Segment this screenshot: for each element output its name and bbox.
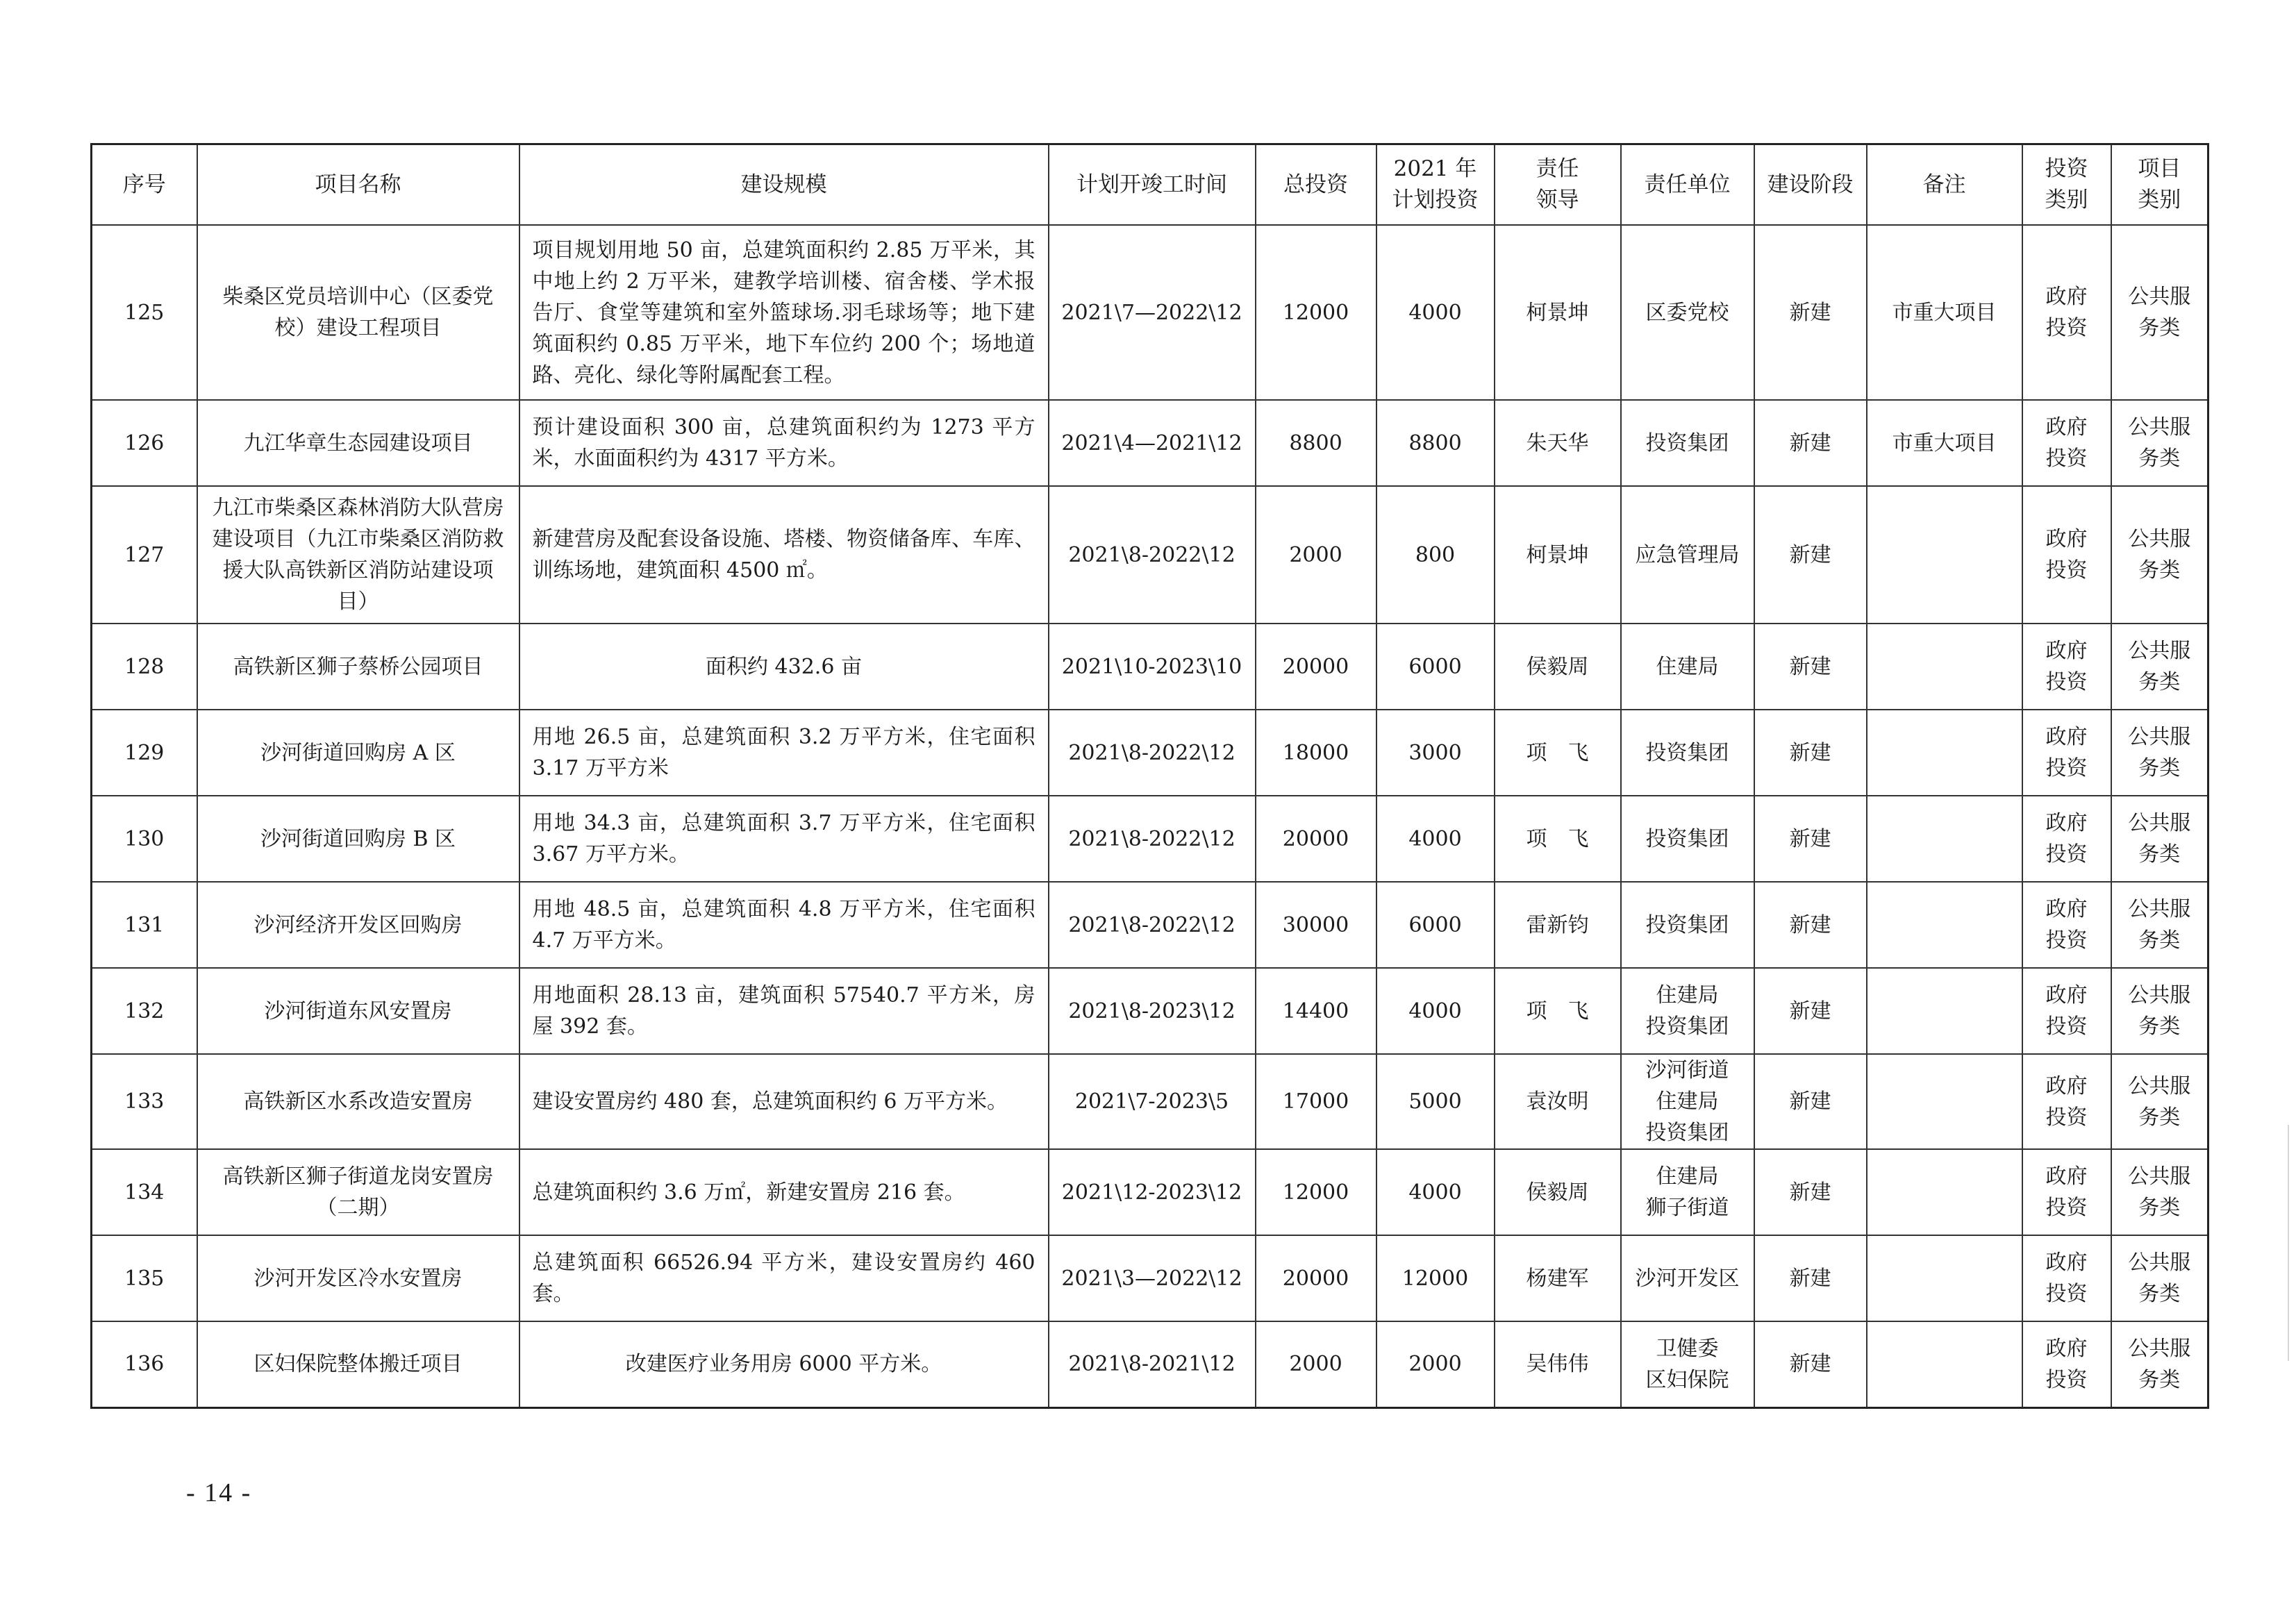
cell-investment-type: 政府 投资 xyxy=(2022,968,2111,1054)
cell-investment-type: 政府 投资 xyxy=(2022,225,2111,400)
cell-remark: 市重大项目 xyxy=(1867,400,2022,486)
table-row xyxy=(92,1149,2208,1235)
page-number: - 14 - xyxy=(186,1478,252,1507)
cell-plan-2021: 800 xyxy=(1376,486,1495,624)
cell-plan-2021: 4000 xyxy=(1376,968,1495,1054)
cell-remark xyxy=(1867,1321,2022,1407)
cell-total-investment: 30000 xyxy=(1256,882,1376,968)
header-seq: 序号 xyxy=(92,144,197,226)
cell-seq: 126 xyxy=(92,400,197,486)
cell-project-type: 公共服 务类 xyxy=(2111,624,2208,710)
cell-investment-type: 政府 投资 xyxy=(2022,486,2111,624)
cell-investment-type: 政府 投资 xyxy=(2022,1054,2111,1149)
cell-total-investment: 14400 xyxy=(1256,968,1376,1054)
cell-seq: 127 xyxy=(92,486,197,624)
cell-investment-type: 政府 投资 xyxy=(2022,624,2111,710)
cell-total-investment: 12000 xyxy=(1256,225,1376,400)
cell-plan-2021: 5000 xyxy=(1376,1054,1495,1149)
cell-leader: 袁汝明 xyxy=(1495,1054,1621,1149)
cell-leader: 吴伟伟 xyxy=(1495,1321,1621,1407)
cell-total-investment: 12000 xyxy=(1256,1149,1376,1235)
cell-project-type: 公共服 务类 xyxy=(2111,400,2208,486)
cell-plan-2021: 6000 xyxy=(1376,624,1495,710)
cell-plan-2021: 2000 xyxy=(1376,1321,1495,1407)
cell-period: 2021\7-2023\5 xyxy=(1049,1054,1256,1149)
table-row xyxy=(92,486,2208,624)
cell-total-investment: 2000 xyxy=(1256,486,1376,624)
table-row xyxy=(92,1321,2208,1407)
cell-remark xyxy=(1867,624,2022,710)
cell-plan-2021: 4000 xyxy=(1376,796,1495,882)
cell-scale: 用地面积 28.13 亩，建筑面积 57540.7 平方米，房屋 392 套。 xyxy=(519,968,1049,1054)
table-row xyxy=(92,400,2208,486)
cell-total-investment: 8800 xyxy=(1256,400,1376,486)
cell-scale: 用地 34.3 亩，总建筑面积 3.7 万平方米，住宅面积 3.67 万平方米。 xyxy=(519,796,1049,882)
cell-investment-type: 政府 投资 xyxy=(2022,1235,2111,1321)
cell-project-type: 公共服 务类 xyxy=(2111,882,2208,968)
cell-leader: 侯毅周 xyxy=(1495,624,1621,710)
cell-plan-2021: 6000 xyxy=(1376,882,1495,968)
cell-seq: 136 xyxy=(92,1321,197,1407)
table-row xyxy=(92,968,2208,1054)
cell-unit: 投资集团 xyxy=(1621,882,1754,968)
project-table xyxy=(90,143,2209,1409)
cell-project-name: 沙河开发区冷水安置房 xyxy=(197,1235,519,1321)
cell-stage: 新建 xyxy=(1754,486,1867,624)
cell-project-name: 九江华章生态园建设项目 xyxy=(197,400,519,486)
cell-leader: 项 飞 xyxy=(1495,796,1621,882)
cell-remark xyxy=(1867,1054,2022,1149)
cell-remark: 市重大项目 xyxy=(1867,225,2022,400)
cell-period: 2021\10-2023\10 xyxy=(1049,624,1256,710)
cell-scale: 建设安置房约 480 套，总建筑面积约 6 万平方米。 xyxy=(519,1054,1049,1149)
cell-project-type: 公共服 务类 xyxy=(2111,710,2208,796)
cell-plan-2021: 4000 xyxy=(1376,1149,1495,1235)
table-row xyxy=(92,1235,2208,1321)
cell-unit: 住建局 xyxy=(1621,624,1754,710)
header-unit: 责任单位 xyxy=(1621,144,1754,226)
cell-investment-type: 政府 投资 xyxy=(2022,1149,2111,1235)
cell-stage: 新建 xyxy=(1754,968,1867,1054)
cell-project-name: 柴桑区党员培训中心（区委党校）建设工程项目 xyxy=(197,225,519,400)
cell-investment-type: 政府 投资 xyxy=(2022,400,2111,486)
cell-project-type: 公共服 务类 xyxy=(2111,796,2208,882)
cell-unit: 区委党校 xyxy=(1621,225,1754,400)
cell-period: 2021\7—2022\12 xyxy=(1049,225,1256,400)
cell-project-type: 公共服 务类 xyxy=(2111,486,2208,624)
cell-project-type: 公共服 务类 xyxy=(2111,1054,2208,1149)
cell-unit: 投资集团 xyxy=(1621,710,1754,796)
header-leader: 责任 领导 xyxy=(1495,144,1621,226)
cell-remark xyxy=(1867,882,2022,968)
table-body xyxy=(92,225,2208,1407)
table-row xyxy=(92,1054,2208,1149)
table-row xyxy=(92,882,2208,968)
cell-unit: 卫健委 区妇保院 xyxy=(1621,1321,1754,1407)
cell-seq: 128 xyxy=(92,624,197,710)
table-row xyxy=(92,624,2208,710)
cell-period: 2021\8-2022\12 xyxy=(1049,710,1256,796)
cell-period: 2021\8-2023\12 xyxy=(1049,968,1256,1054)
scan-edge-line xyxy=(2288,1125,2289,1361)
cell-period: 2021\12-2023\12 xyxy=(1049,1149,1256,1235)
table-row xyxy=(92,796,2208,882)
cell-unit: 住建局 狮子街道 xyxy=(1621,1149,1754,1235)
cell-stage: 新建 xyxy=(1754,882,1867,968)
cell-project-name: 九江市柴桑区森林消防大队营房建设项目（九江市柴桑区消防救援大队高铁新区消防站建设项目） xyxy=(197,486,519,624)
cell-project-name: 沙河经济开发区回购房 xyxy=(197,882,519,968)
cell-investment-type: 政府 投资 xyxy=(2022,882,2111,968)
cell-seq: 135 xyxy=(92,1235,197,1321)
cell-plan-2021: 12000 xyxy=(1376,1235,1495,1321)
cell-stage: 新建 xyxy=(1754,400,1867,486)
cell-scale: 改建医疗业务用房 6000 平方米。 xyxy=(519,1321,1049,1407)
cell-leader: 项 飞 xyxy=(1495,710,1621,796)
header-total-investment: 总投资 xyxy=(1256,144,1376,226)
cell-leader: 杨建军 xyxy=(1495,1235,1621,1321)
cell-stage: 新建 xyxy=(1754,710,1867,796)
header-period: 计划开竣工时间 xyxy=(1049,144,1256,226)
header-project-name: 项目名称 xyxy=(197,144,519,226)
cell-stage: 新建 xyxy=(1754,1321,1867,1407)
cell-period: 2021\3—2022\12 xyxy=(1049,1235,1256,1321)
header-scale: 建设规模 xyxy=(519,144,1049,226)
cell-plan-2021: 4000 xyxy=(1376,225,1495,400)
cell-leader: 雷新钧 xyxy=(1495,882,1621,968)
cell-project-type: 公共服 务类 xyxy=(2111,1149,2208,1235)
cell-leader: 柯景坤 xyxy=(1495,486,1621,624)
header-remark: 备注 xyxy=(1867,144,2022,226)
cell-stage: 新建 xyxy=(1754,796,1867,882)
cell-stage: 新建 xyxy=(1754,1054,1867,1149)
cell-remark xyxy=(1867,710,2022,796)
cell-leader: 朱天华 xyxy=(1495,400,1621,486)
cell-project-name: 沙河街道回购房 B 区 xyxy=(197,796,519,882)
cell-stage: 新建 xyxy=(1754,225,1867,400)
cell-seq: 131 xyxy=(92,882,197,968)
cell-seq: 134 xyxy=(92,1149,197,1235)
cell-remark xyxy=(1867,1235,2022,1321)
cell-unit: 沙河开发区 xyxy=(1621,1235,1754,1321)
cell-project-name: 区妇保院整体搬迁项目 xyxy=(197,1321,519,1407)
cell-period: 2021\8-2021\12 xyxy=(1049,1321,1256,1407)
header-plan-2021: 2021 年 计划投资 xyxy=(1376,144,1495,226)
cell-unit: 应急管理局 xyxy=(1621,486,1754,624)
cell-leader: 柯景坤 xyxy=(1495,225,1621,400)
cell-period: 2021\8-2022\12 xyxy=(1049,882,1256,968)
cell-project-type: 公共服 务类 xyxy=(2111,968,2208,1054)
table-row xyxy=(92,710,2208,796)
cell-leader: 侯毅周 xyxy=(1495,1149,1621,1235)
cell-scale: 预计建设面积 300 亩，总建筑面积约为 1273 平方米，水面面积约为 4317 平方米。 xyxy=(519,400,1049,486)
header-stage: 建设阶段 xyxy=(1754,144,1867,226)
cell-project-name: 高铁新区水系改造安置房 xyxy=(197,1054,519,1149)
cell-remark xyxy=(1867,486,2022,624)
cell-unit: 住建局 投资集团 xyxy=(1621,968,1754,1054)
cell-scale: 总建筑面积约 3.6 万㎡，新建安置房 216 套。 xyxy=(519,1149,1049,1235)
header-project-type: 项目 类别 xyxy=(2111,144,2208,226)
cell-investment-type: 政府 投资 xyxy=(2022,796,2111,882)
cell-total-investment: 2000 xyxy=(1256,1321,1376,1407)
cell-period: 2021\8-2022\12 xyxy=(1049,796,1256,882)
cell-seq: 133 xyxy=(92,1054,197,1149)
cell-scale: 新建营房及配套设备设施、塔楼、物资储备库、车库、训练场地，建筑面积 4500 ㎡。 xyxy=(519,486,1049,624)
cell-period: 2021\8-2022\12 xyxy=(1049,486,1256,624)
cell-remark xyxy=(1867,968,2022,1054)
table-row xyxy=(92,225,2208,400)
cell-remark xyxy=(1867,796,2022,882)
cell-stage: 新建 xyxy=(1754,624,1867,710)
cell-scale: 用地 48.5 亩，总建筑面积 4.8 万平方米，住宅面积 4.7 万平方米。 xyxy=(519,882,1049,968)
cell-seq: 130 xyxy=(92,796,197,882)
cell-project-type: 公共服 务类 xyxy=(2111,1321,2208,1407)
cell-seq: 132 xyxy=(92,968,197,1054)
cell-unit: 投资集团 xyxy=(1621,400,1754,486)
cell-total-investment: 18000 xyxy=(1256,710,1376,796)
cell-stage: 新建 xyxy=(1754,1235,1867,1321)
project-table-container xyxy=(90,143,2207,1409)
cell-project-name: 沙河街道回购房 A 区 xyxy=(197,710,519,796)
cell-seq: 125 xyxy=(92,225,197,400)
cell-scale: 项目规划用地 50 亩，总建筑面积约 2.85 万平米，其中地上约 2 万平米，建教学培训楼、宿舍楼、学术报告厅、食堂等建筑和室外篮球场.羽毛球场等；地下建筑面积约 0.85 万平米，地下车位约 200 个；场地道路、亮化、绿化等附属配套工程。 xyxy=(519,225,1049,400)
cell-remark xyxy=(1867,1149,2022,1235)
cell-scale: 面积约 432.6 亩 xyxy=(519,624,1049,710)
cell-plan-2021: 8800 xyxy=(1376,400,1495,486)
cell-seq: 129 xyxy=(92,710,197,796)
cell-period: 2021\4—2021\12 xyxy=(1049,400,1256,486)
cell-investment-type: 政府 投资 xyxy=(2022,710,2111,796)
cell-scale: 用地 26.5 亩，总建筑面积 3.2 万平方米，住宅面积 3.17 万平方米 xyxy=(519,710,1049,796)
cell-project-name: 沙河街道东风安置房 xyxy=(197,968,519,1054)
cell-project-name: 高铁新区狮子街道龙岗安置房（二期） xyxy=(197,1149,519,1235)
cell-project-type: 公共服 务类 xyxy=(2111,1235,2208,1321)
cell-unit: 投资集团 xyxy=(1621,796,1754,882)
cell-plan-2021: 3000 xyxy=(1376,710,1495,796)
header-investment-type: 投资 类别 xyxy=(2022,144,2111,226)
cell-total-investment: 20000 xyxy=(1256,624,1376,710)
cell-leader: 项 飞 xyxy=(1495,968,1621,1054)
cell-total-investment: 20000 xyxy=(1256,1235,1376,1321)
cell-project-type: 公共服 务类 xyxy=(2111,225,2208,400)
cell-project-name: 高铁新区狮子蔡桥公园项目 xyxy=(197,624,519,710)
cell-scale: 总建筑面积 66526.94 平方米，建设安置房约 460 套。 xyxy=(519,1235,1049,1321)
table-header-row xyxy=(92,144,2208,226)
cell-total-investment: 20000 xyxy=(1256,796,1376,882)
cell-total-investment: 17000 xyxy=(1256,1054,1376,1149)
cell-stage: 新建 xyxy=(1754,1149,1867,1235)
cell-investment-type: 政府 投资 xyxy=(2022,1321,2111,1407)
cell-unit: 沙河街道 住建局 投资集团 xyxy=(1621,1054,1754,1149)
